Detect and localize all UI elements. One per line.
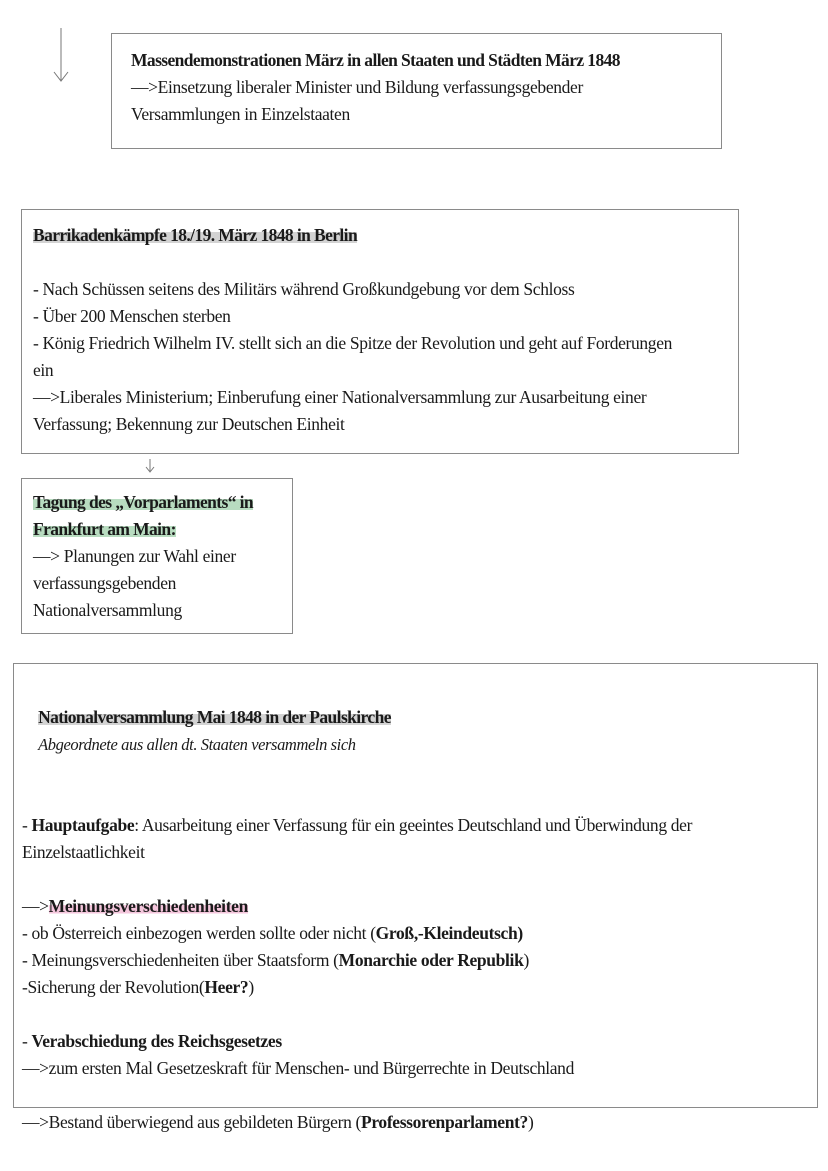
box2-bullet-3a: - König Friedrich Wilhelm IV. stellt sich an die Spitze der Revolution und geht auf Forderungen (33, 333, 673, 353)
box4-opinion-label: Meinungsverschiedenheiten (48, 896, 248, 916)
box3-line-1: —> Planungen zur Wahl einer (33, 546, 236, 566)
box4-law-text: —>zum ersten Mal Gesetzeskraft für Menschen- und Bürgerrechte in Deutschland (22, 1058, 574, 1078)
box4-law-heading: - Verabschiedung des Reichsgesetzes (22, 1031, 282, 1051)
box-nationalversammlung (13, 663, 818, 1132)
box4-opinion-2: - Meinungsverschiedenheiten über Staatsform (Monarchie oder Republik) (22, 950, 529, 970)
box1-line1: —>Einsetzung liberaler Minister und Bildung verfassungsgebender (131, 77, 583, 97)
box3-line-3: Nationalversammlung (33, 600, 182, 620)
box-massendemonstrationen (111, 33, 722, 149)
box4-composition: —>Bestand überwiegend aus gebildeten Bürgern (Professorenparlament?) (22, 1112, 534, 1132)
box3-line-2: verfassungsgebenden (33, 573, 177, 593)
box2-bullet-1: - Nach Schüssen seitens des Militärs während Großkundgebung vor dem Schloss (33, 279, 575, 299)
small-down-arrow-icon (143, 458, 157, 474)
box4-law-label: Verabschiedung des Reichsgesetzes (31, 1031, 282, 1051)
box-vorparlament (21, 478, 293, 634)
box1-line2: Versammlungen in Einzelstaaten (131, 104, 350, 124)
box4-opinion-1: - ob Österreich einbezogen werden sollte oder nicht (Groß,-Kleindeutsch) (22, 923, 523, 943)
box4-opinion-heading: —>Meinungsverschiedenheiten (22, 896, 248, 916)
box4-note: Abgeordnete aus allen dt. Staaten versammeln sich (38, 735, 356, 754)
box4-task: - Hauptaufgabe: Ausarbeitung einer Verfassung für ein geeintes Deutschland und Überwindung der (22, 815, 693, 835)
box3-title-1: Tagung des „Vorparlaments“ in (33, 492, 254, 512)
box3-title-2: Frankfurt am Main: (33, 519, 176, 539)
box2-title: Barrikadenkämpfe 18./19. März 1848 in Berlin (33, 225, 358, 245)
box4-opinion-3: -Sicherung der Revolution(Heer?) (22, 977, 254, 997)
box2-result-2: Verfassung; Bekennung zur Deutschen Einheit (33, 414, 345, 434)
box1-title: Massendemonstrationen März in allen Staaten und Städten März 1848 (131, 50, 620, 70)
box2-bullet-2: - Über 200 Menschen sterben (33, 306, 231, 326)
box4-task-line-2: Einzelstaatlichkeit (22, 842, 145, 862)
box-barrikadenkaempfe (21, 209, 739, 454)
box4-title: Nationalversammlung Mai 1848 in der Paulskirche (38, 707, 391, 727)
box4-task-label: Hauptaufgabe (31, 815, 135, 835)
box2-result-1: —>Liberales Ministerium; Einberufung einer Nationalversammlung zur Ausarbeitung einer (33, 387, 647, 407)
down-arrow-icon (50, 28, 72, 84)
box2-bullet-3b: ein (33, 360, 54, 380)
